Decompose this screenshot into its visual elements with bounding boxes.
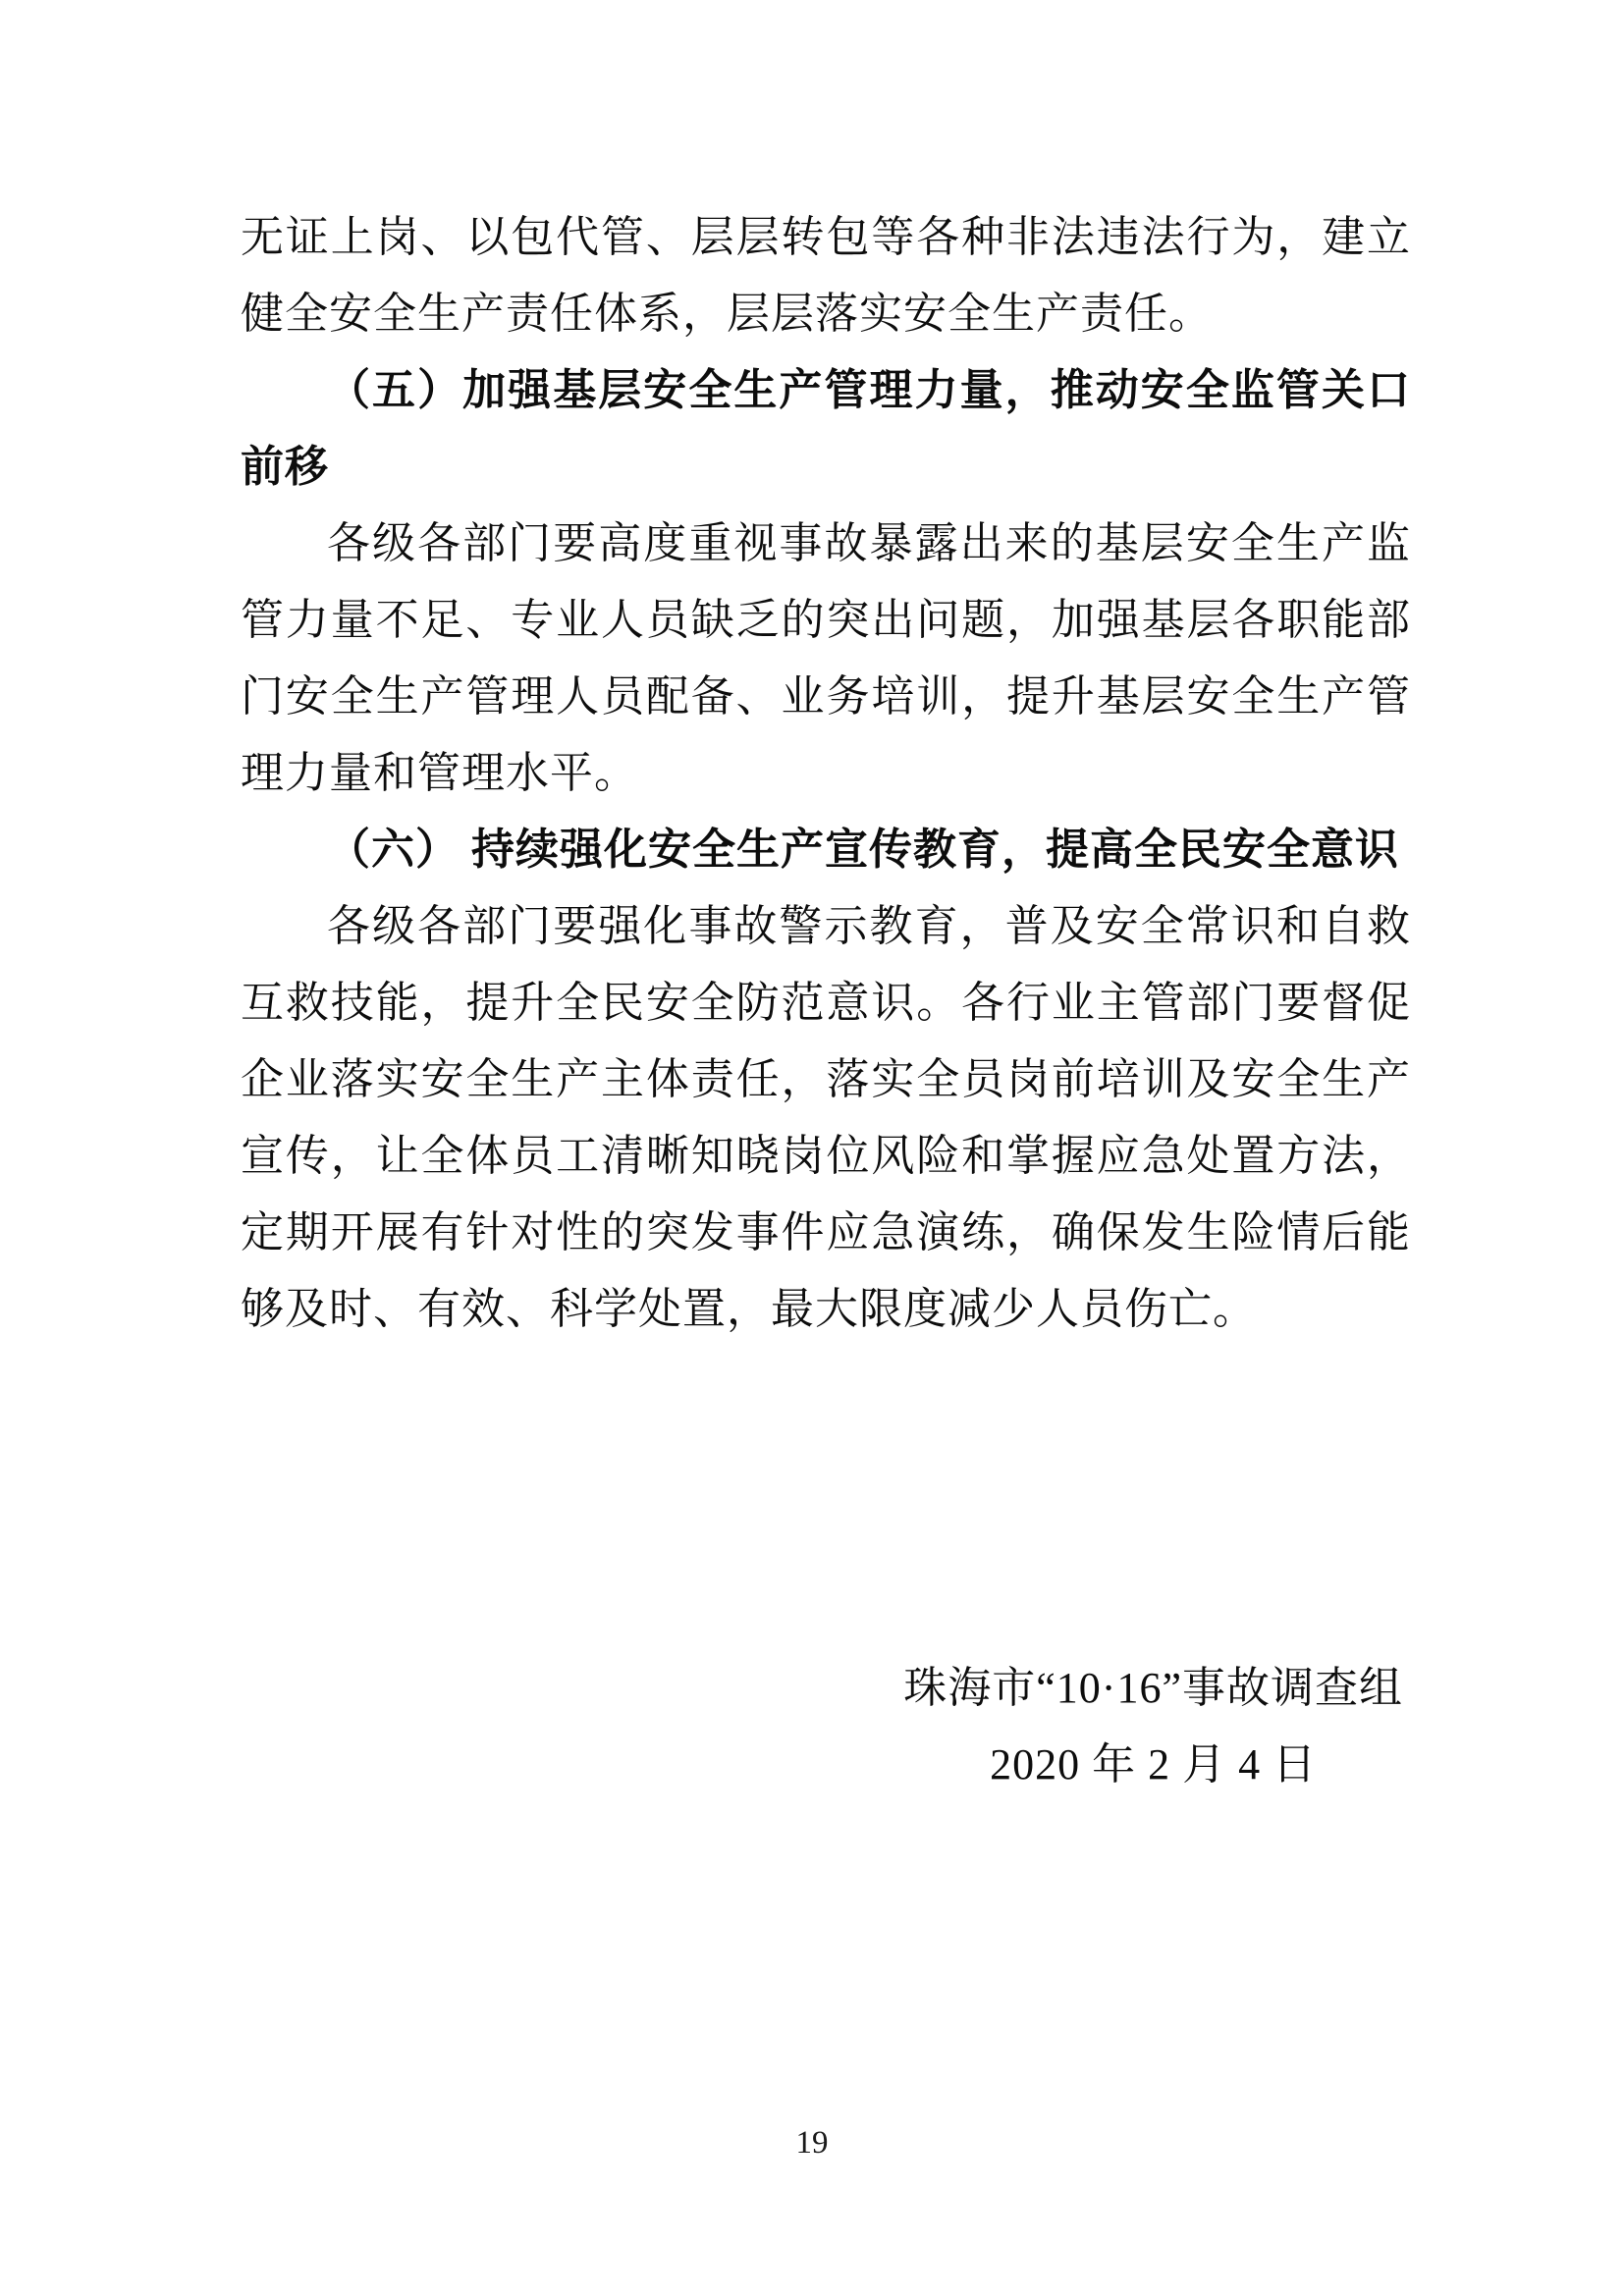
signature-date: 2020 年 2 月 4 日: [990, 1740, 1318, 1789]
paragraph-section-six: 各级各部门要强化事故警示教育，普及安全常识和自救互救技能，提升全民安全防范意识。各行业主管部门要督促企业落实安全生产主体责任，落实全员岗前培训及安全生产宣传，让全体员工清晰知晓岗位风险和掌握应急处置方法，定期开展有针对性的突发事件应急演练，确保发生险情后能够及时、有效、科学处置，最大限度减少人员伤亡。: [241, 902, 1411, 1333]
paragraph-continuation: 无证上岗、以包代管、层层转包等各种非法违法行为，建立健全安全生产责任体系，层层落实安全生产责任。: [241, 213, 1411, 338]
page-number: 19: [795, 2125, 829, 2161]
signature-block: [903, 1650, 1403, 1803]
signature-organization: 珠海市“10·16”事故调查组: [903, 1664, 1403, 1712]
section-heading-six: （六） 持续强化安全生产宣传教育，提高全民安全意识: [327, 826, 1399, 874]
section-heading-five: （五）加强基层安全生产管理力量，推动安全监管关口前移: [241, 366, 1411, 491]
document-body: [241, 199, 1411, 1803]
paragraph-section-five: 各级各部门要高度重视事故暴露出来的基层安全生产监管力量不足、专业人员缺乏的突出问题，加强基层各职能部门安全生产管理人员配备、业务培训，提升基层安全生产管理力量和管理水平。: [241, 519, 1411, 797]
